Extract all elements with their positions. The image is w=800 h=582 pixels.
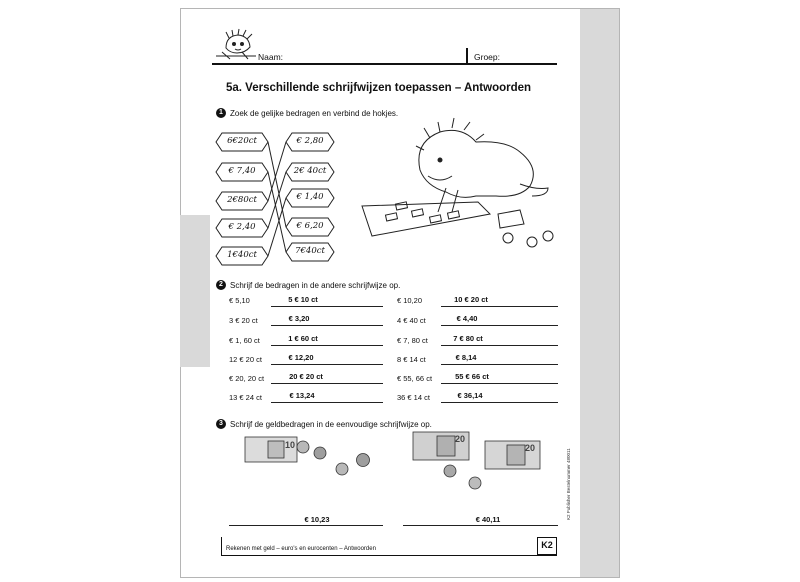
right-tag-4: € 6,20 bbox=[296, 221, 324, 231]
exercise2-right-label-6: 36 € 14 ct bbox=[397, 393, 430, 402]
exercise2-right-label-1: € 10,20 bbox=[397, 296, 423, 305]
exercise2-left-answer-3: 1 € 60 ct bbox=[288, 334, 318, 343]
exercise2-right-answer-6: € 36,14 bbox=[457, 391, 483, 400]
right-tag-2: 2€ 40ct bbox=[293, 166, 327, 176]
banknote-20b-value: 20 bbox=[525, 443, 536, 453]
exercise2-left-answer-6: € 13,24 bbox=[289, 391, 315, 400]
exercise2-left-label-2: 3 € 20 ct bbox=[229, 316, 258, 325]
publisher-logo: K2 bbox=[537, 537, 557, 555]
exercise3-answer-left: € 10,23 bbox=[304, 515, 330, 524]
exercise2-left-answer-2: € 3,20 bbox=[288, 314, 310, 323]
right-tag-3: € 1,40 bbox=[296, 192, 324, 202]
exercise2-right-answer-2: € 4,40 bbox=[456, 314, 478, 323]
exercise2-right-answer-1: 10 € 20 ct bbox=[454, 295, 488, 304]
exercise2-right-label-3: € 7, 80 ct bbox=[397, 336, 428, 345]
exercise2-right-answer-4: € 8,14 bbox=[455, 353, 477, 362]
exercise2-right-label-2: 4 € 40 ct bbox=[397, 316, 426, 325]
banknote-20a-value: 20 bbox=[455, 434, 466, 444]
exercise2-left-answer-1: 5 € 10 ct bbox=[288, 295, 318, 304]
exercise3-answer-right: € 40,11 bbox=[475, 515, 501, 524]
exercise3-line-right bbox=[403, 525, 558, 526]
exercise2-left-label-3: € 1, 60 ct bbox=[229, 336, 260, 345]
exercise3-instruction: Schrijf de geldbedragen in de eenvoudige schrijfwijze op. bbox=[230, 420, 432, 429]
left-tag-3: 2€80ct bbox=[227, 195, 257, 205]
exercise2-left-answer-5: 20 € 20 ct bbox=[289, 372, 323, 381]
left-tag-2: € 7,40 bbox=[228, 166, 256, 176]
exercise2-left-label-6: 13 € 24 ct bbox=[229, 393, 262, 402]
left-tag-4: € 2,40 bbox=[228, 222, 256, 232]
left-tag-5: 1€40ct bbox=[227, 250, 257, 260]
left-tag-1: 6€20ct bbox=[227, 136, 257, 146]
footer-text: Rekenen met geld – euro's en eurocenten – Antwoorden bbox=[226, 546, 376, 552]
right-tag-1: € 2,80 bbox=[296, 136, 324, 146]
exercise2-right-answer-5: 55 € 66 ct bbox=[455, 372, 489, 381]
exercise2-left-label-1: € 5,10 bbox=[229, 296, 250, 305]
page-title: 5a. Verschillende schrijfwijzen toepassen – Antwoorden bbox=[226, 82, 532, 94]
right-tag-5: 7€40ct bbox=[295, 246, 325, 256]
exercise2-right-label-4: 8 € 14 ct bbox=[397, 355, 426, 364]
group-label: Groep: bbox=[474, 52, 500, 62]
exercise3-line-left bbox=[229, 525, 383, 526]
banknote-10-value: 10 bbox=[285, 440, 296, 450]
order-number-text: K2 Publisher Bestelnummer 480011 bbox=[566, 448, 571, 520]
exercise2-left-label-5: € 20, 20 ct bbox=[229, 374, 265, 383]
exercise2-left-answer-4: € 12,20 bbox=[288, 353, 314, 362]
exercise3-number: 3 bbox=[216, 419, 226, 429]
name-label: Naam: bbox=[258, 52, 284, 62]
exercise2-number: 2 bbox=[216, 280, 226, 290]
exercise2-instruction: Schrijf de bedragen in de andere schrijfwijze op. bbox=[230, 281, 401, 290]
exercise2-right-answer-3: 7 € 80 ct bbox=[453, 334, 483, 343]
exercise1-instruction: Zoek de gelijke bedragen en verbind de hokjes. bbox=[230, 109, 399, 118]
exercise2-left-label-4: 12 € 20 ct bbox=[229, 355, 262, 364]
exercise1-number: 1 bbox=[216, 108, 226, 118]
exercise2-right-label-5: € 55, 66 ct bbox=[397, 374, 433, 383]
